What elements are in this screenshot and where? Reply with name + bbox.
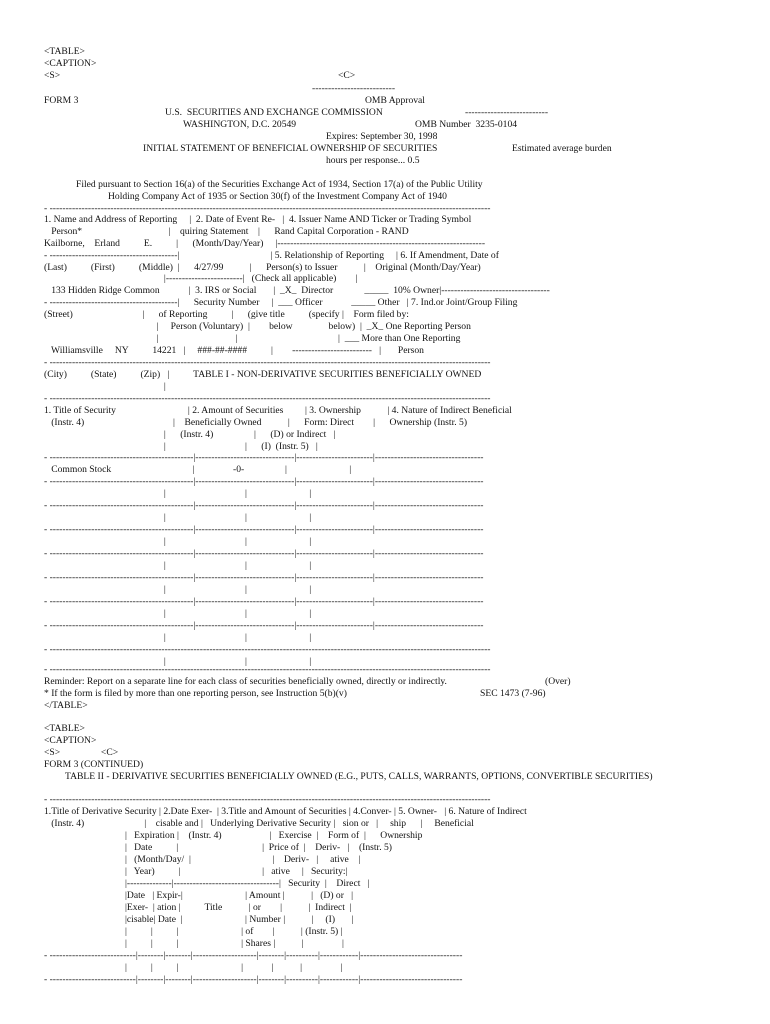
form-line: Person* | quiring Statement | Rand Capital Corporation - RAND — [44, 226, 409, 237]
agency-rule: -------------------------- — [465, 107, 549, 118]
table1-rule: - ---------------------------------------------|-------------------------------|------------------------|---------------------------------- — [44, 596, 484, 607]
form-line: 133 Hidden Ridge Common | 3. IRS or Social | _X_ Director _____ 10% Owner|---------------------------------- — [44, 285, 550, 296]
table2-header-line: | Date | | Price of | Deriv- | (Instr. 5) — [125, 842, 392, 853]
table1-header-line: (Instr. 4) | Beneficially Owned | Form: Direct | Ownership (Instr. 5) — [44, 417, 468, 428]
rule-line: - ------------------------------------------------------------------------------------------------------------------------------------------ — [44, 664, 491, 675]
table2-header-line: |Exer- | ation | Title | or | | Indirect | — [125, 902, 352, 913]
table1-rule: - ---------------------------------------------|-------------------------------|------------------------|---------------------------------- — [44, 500, 484, 511]
table2-title: TABLE II - DERIVATIVE SECURITIES BENEFICIALLY OWNED (E.G., PUTS, CALLS, WARRANTS, OPTIONS, CONVERTIBLE SECURITIES) — [65, 771, 653, 782]
filing-basis-line2: Holding Company Act of 1935 or Section 30(f) of the Investment Company Act of 1940 — [108, 191, 447, 202]
form-line: |------------------------| (Check all applicable) | — [44, 273, 358, 284]
omb-approval: OMB Approval — [365, 95, 425, 106]
table1-header-line: 1. Title of Security | 2. Amount of Securities | 3. Ownership | 4. Nature of Indirect Beneficial — [44, 405, 512, 416]
table1-rule: - ---------------------------------------------|-------------------------------|------------------------|---------------------------------- — [44, 572, 484, 583]
table2-header-line: | (Month/Day/ | | Deriv- | ative | — [125, 854, 361, 865]
form-line: | Person (Voluntary) | below below) | _X_ One Reporting Person — [44, 321, 471, 332]
omb-number: OMB Number 3235-0104 — [415, 119, 518, 130]
tag-s: <S> — [44, 70, 61, 81]
tag-c: <C> — [338, 70, 356, 81]
table2-rule: - ---------------------------|--------|--------|--------------------|--------|----------|------------|-------------------------------- — [44, 974, 463, 985]
table1-title-line: (City) (State) (Zip) | TABLE I - NON-DERIVATIVE SECURITIES BENEFICIALLY OWNED — [44, 369, 482, 380]
table2-header-line: | | | | Shares | | | — [125, 938, 344, 949]
omb-rule: -------------------------- — [312, 83, 396, 94]
tag-s-c: <S> <C> — [44, 747, 119, 758]
table2-header-line: |Date | Expir-| | Amount | | (D) or | — [125, 890, 354, 901]
table1-empty-row: | | | — [44, 536, 312, 547]
rule-line: - ------------------------------------------------------------------------------------------------------------------------------------------ — [44, 794, 491, 805]
table2-header-line: | Expiration | (Instr. 4) | Exercise | Form of | Ownership — [125, 830, 423, 841]
form-line: | | | ___ More than One Reporting — [44, 333, 461, 344]
table2-header-line: (Instr. 4) | cisable and | Underlying Derivative Security | sion or | ship | Beneficial — [44, 818, 474, 829]
sec-code: SEC 1473 (7-96) — [480, 688, 546, 699]
reminder-text: Reminder: Report on a separate line for each class of securities beneficially owned, directly or indirectly. — [44, 676, 447, 687]
table1-empty-row: | | | — [44, 656, 312, 667]
table2-header-line: | | | | of | | (Instr. 5) | — [125, 926, 343, 937]
form-continued: FORM 3 (CONTINUED) — [44, 759, 144, 770]
table1-empty-row: | | | — [44, 488, 312, 499]
form-line: - ----------------------------------------| Security Number | ___ Officer _____ Other | 7. Ind.or Joint/Group Filing — [44, 297, 518, 308]
agency-name: U.S. SECURITIES AND EXCHANGE COMMISSION — [165, 107, 383, 118]
table1-header-line: | (Instr. 4) | (D) or Indirect | — [44, 429, 336, 440]
rule-line: - ------------------------------------------------------------------------------------------------------------------------------------------ — [44, 357, 491, 368]
table1-rule: - ---------------------------------------------|-------------------------------|------------------------|---------------------------------- — [44, 620, 484, 631]
form-line: - ----------------------------------------| | 5. Relationship of Reporting | 6. If Amendment, Date of — [44, 250, 499, 261]
burden-hours: hours per response... 0.5 — [326, 155, 420, 166]
form-line: (Last) (First) (Middle) | 4/27/99 | Person(s) to Issuer | Original (Month/Day/Year) — [44, 262, 481, 273]
form-line: 1. Name and Address of Reporting | 2. Date of Event Re- | 4. Issuer Name AND Ticker or Trading Symbol — [44, 214, 472, 225]
table1-rule: - ---------------------------------------------|-------------------------------|------------------------|---------------------------------- — [44, 548, 484, 559]
table2-empty-row: | | | | | | | — [125, 962, 343, 973]
agency-address: WASHINGTON, D.C. 20549 — [183, 119, 297, 130]
omb-expiration: Expires: September 30, 1998 — [326, 131, 438, 142]
table1-empty-row: | | | — [44, 560, 312, 571]
table1-rule: - ---------------------------------------------|-------------------------------|------------------------|---------------------------------- — [44, 452, 484, 463]
over-label: (Over) — [545, 676, 571, 687]
footnote-text: * If the form is filed by more than one reporting person, see Instruction 5(b)(v) — [44, 688, 347, 699]
table2-header-line: | Year) | | ative | Security:| — [125, 866, 348, 877]
form-line: Kailborne, Erland E. | (Month/Day/Year) |----------------------------------------------------------------- — [44, 238, 486, 249]
table1-empty-row: | | | — [44, 608, 312, 619]
form-title: INITIAL STATEMENT OF BENEFICIAL OWNERSHIP OF SECURITIES — [143, 143, 438, 154]
rule-line: - ------------------------------------------------------------------------------------------------------------------------------------------ — [44, 644, 491, 655]
table1-header-line: | | (I) (Instr. 5) | — [44, 441, 318, 452]
table2-rule: - ---------------------------|--------|--------|--------------------|--------|----------|------------|-------------------------------- — [44, 950, 463, 961]
form-line: Williamsville NY 14221 | ###-##-#### | ------------------------- | Person — [44, 345, 424, 356]
table1-empty-row: | | | — [44, 632, 312, 643]
tag-caption: <CAPTION> — [44, 58, 97, 69]
tag-caption: <CAPTION> — [44, 735, 97, 746]
table1-rule: - ---------------------------------------------|-------------------------------|------------------------|---------------------------------- — [44, 524, 484, 535]
rule-line: - ------------------------------------------------------------------------------------------------------------------------------------------ — [44, 203, 491, 214]
rule-line: - ------------------------------------------------------------------------------------------------------------------------------------------ — [44, 393, 491, 404]
table1-empty-row: | | | — [44, 584, 312, 595]
table1-rule: - ---------------------------------------------|-------------------------------|------------------------|---------------------------------- — [44, 476, 484, 487]
burden-label: Estimated average burden — [512, 143, 612, 154]
table2-header-line: 1.Title of Derivative Security | 2.Date Exer- | 3.Title and Amount of Securities | 4.Conver- | 5. Owner- | 6. Nature of Indirect — [44, 806, 527, 817]
form-number: FORM 3 — [44, 95, 79, 106]
tag-table-close: </TABLE> — [44, 700, 88, 711]
tag-table-open: <TABLE> — [44, 723, 85, 734]
tag-table-open: <TABLE> — [44, 46, 85, 57]
filing-basis-line1: Filed pursuant to Section 16(a) of the Securities Exchange Act of 1934, Section 17(a) of the Public Utility — [76, 179, 483, 190]
form-line: (Street) | of Reporting | (give title (specify | Form filed by: — [44, 309, 409, 320]
table2-header-line: |cisable| Date | | Number | | (I) | — [125, 914, 354, 925]
table2-header-line: |--------------|---------------------------------| Security | Direct | — [125, 878, 370, 889]
table1-row-common-stock: Common Stock | -0- | | — [44, 464, 352, 475]
form-line: | — [44, 381, 166, 392]
table1-empty-row: | | | — [44, 512, 312, 523]
